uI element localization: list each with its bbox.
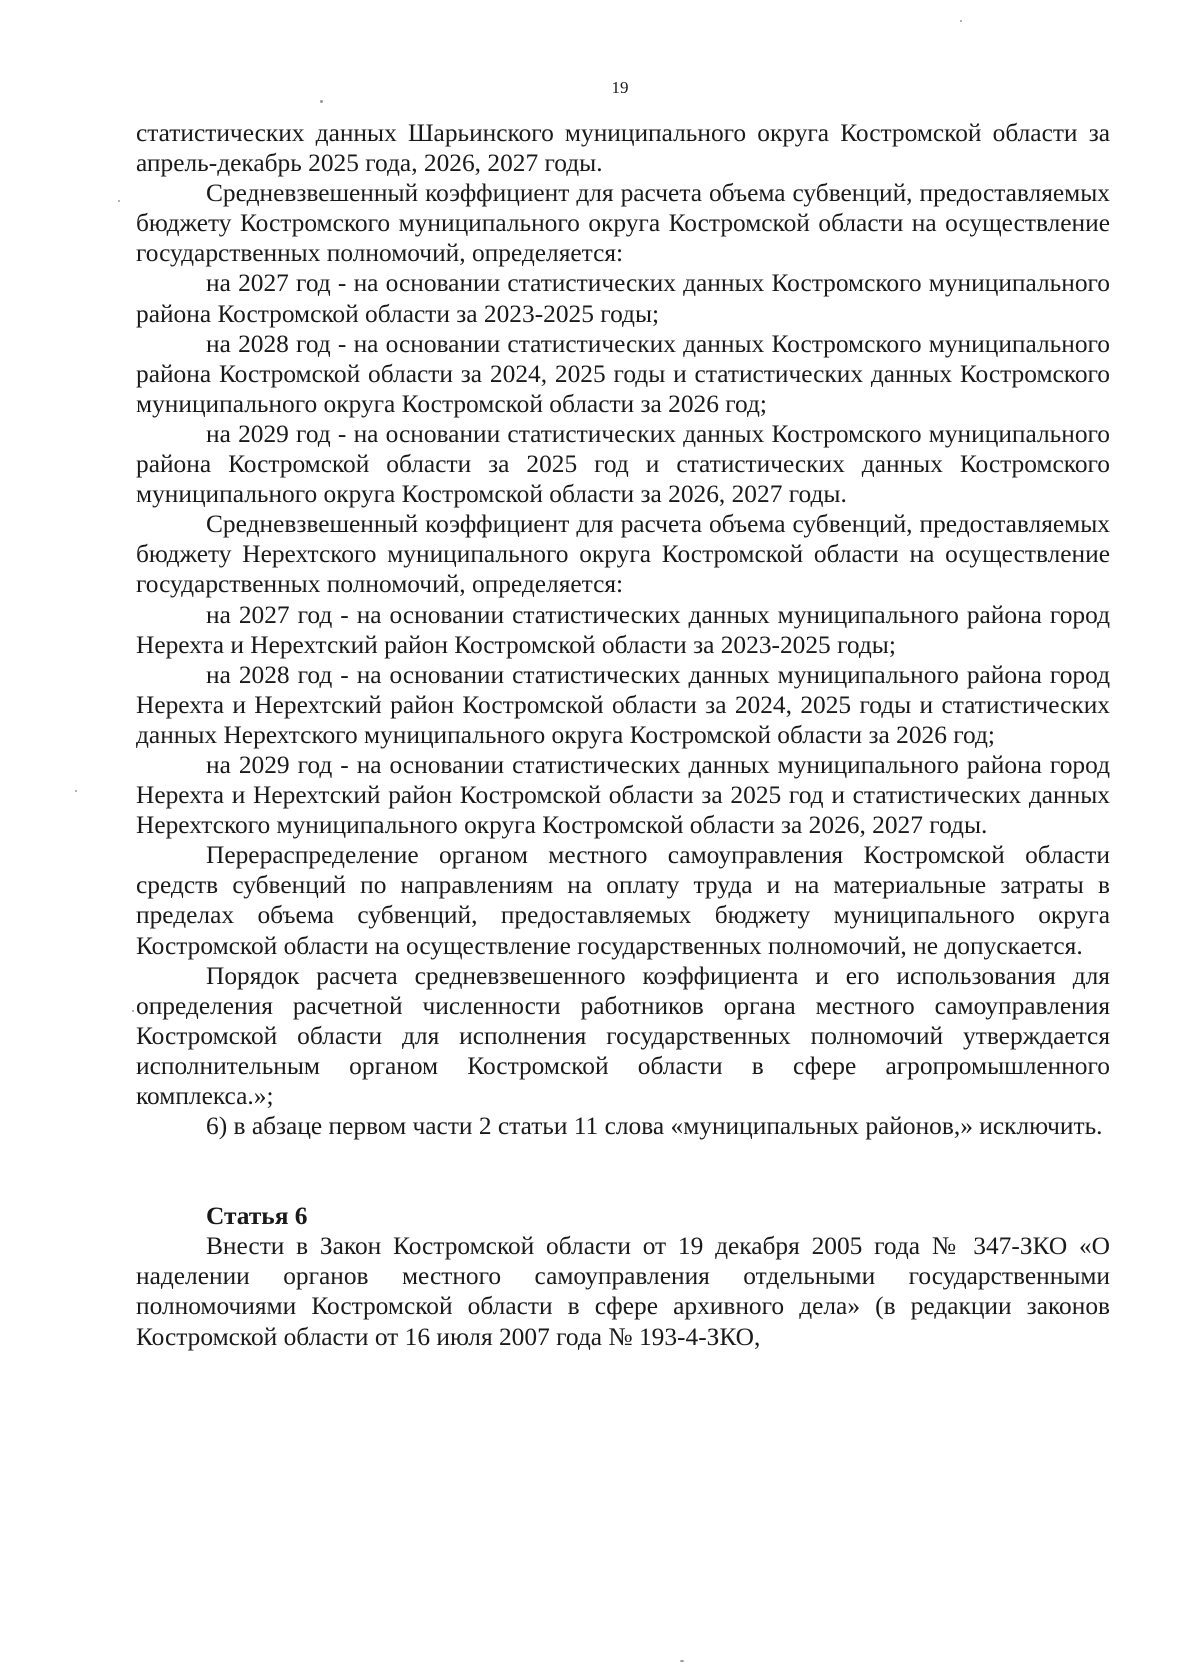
- page-number: 19: [611, 78, 629, 97]
- scan-speck: [75, 790, 77, 792]
- paragraph-redistribution: Перераспределение органом местного самоуправления Костромской области средств субвенций по направлениям на оплату труда и на материальные затраты в пределах объема субвенций, предоставляемых бюджету муниципального округа Костромской области на осуществление государственных полномочий, не допускается.: [136, 841, 1110, 960]
- paragraph-kostroma-coefficient: Средневзвешенный коэффициент для расчета объема субвенций, предоставляемых бюджету Костромского муниципального округа Костромской области на осуществление государственных полномочий, определяется:: [136, 179, 1110, 268]
- paragraph-amendment-6: 6) в абзаце первом части 2 статьи 11 слова «муниципальных районов,» исключить.: [206, 1112, 1103, 1141]
- document-body: [136, 118, 1110, 1352]
- paragraph-kostroma-2029: на 2029 год - на основании статистических данных Костромского муниципального района Костромской области за 2025 год и статистических данных Костромского муниципального округа Костромской области за 2026, 2027 годы.: [136, 419, 1110, 509]
- paragraph-kostroma-2027: на 2027 год - на основании статистических данных Костромского муниципального района Костромской области за 2023-2025 годы;: [136, 269, 1110, 328]
- paragraph-article-6: Внести в Закон Костромской области от 19 декабря 2005 года № 347-ЗКО «О наделении органов местного самоуправления отдельными государственными полномочиями Костромской области в сфере архивного дела» (в редакции законов Костромской области от 16 июля 2007 года № 193-4-ЗКО,: [136, 1232, 1110, 1351]
- scan-speck: [320, 100, 323, 103]
- paragraph-kostroma-2028: на 2028 год - на основании статистических данных Костромского муниципального района Костромской области за 2024, 2025 годы и статистических данных Костромского муниципального округа Костромской области за 2026 год;: [136, 329, 1110, 418]
- paragraph-nerekhta-coefficient: Средневзвешенный коэффициент для расчета объема субвенций, предоставляемых бюджету Нерехтского муниципального округа Костромской области на осуществление государственных полномочий, определяется:: [136, 510, 1110, 599]
- paragraph-continuation: статистических данных Шарьинского муниципального округа Костромской области за апрель-декабрь 2025 года, 2026, 2027 годы.: [136, 119, 1110, 178]
- scan-speck: [118, 200, 120, 202]
- paragraph-nerekhta-2029: на 2029 год - на основании статистических данных муниципального района город Нерехта и Нерехтский район Костромской области за 2025 год и статистических данных Нерехтского муниципального округа Костромской области за 2026, 2027 годы.: [136, 750, 1110, 840]
- scan-speck: [960, 20, 962, 22]
- scan-speck: [132, 1010, 134, 1012]
- article-heading: Статья 6: [206, 1202, 308, 1231]
- scan-speck: [680, 1660, 684, 1662]
- paragraph-procedure: Порядок расчета средневзвешенного коэффициента и его использования для определения расчетной численности работников органа местного самоуправления Костромской области для исполнения государственных полномочий утверждается исполнительным органом Костромской области в сфере агропромышленного комплекса.»;: [136, 961, 1110, 1110]
- paragraph-nerekhta-2027: на 2027 год - на основании статистических данных муниципального района город Нерехта и Нерехтский район Костромской области за 2023-2025 годы;: [136, 600, 1110, 659]
- paragraph-nerekhta-2028: на 2028 год - на основании статистических данных муниципального района город Нерехта и Нерехтский район Костромской области за 2024, 2025 годы и статистических данных Нерехтского муниципального округа Костромской области за 2026 год;: [136, 660, 1110, 749]
